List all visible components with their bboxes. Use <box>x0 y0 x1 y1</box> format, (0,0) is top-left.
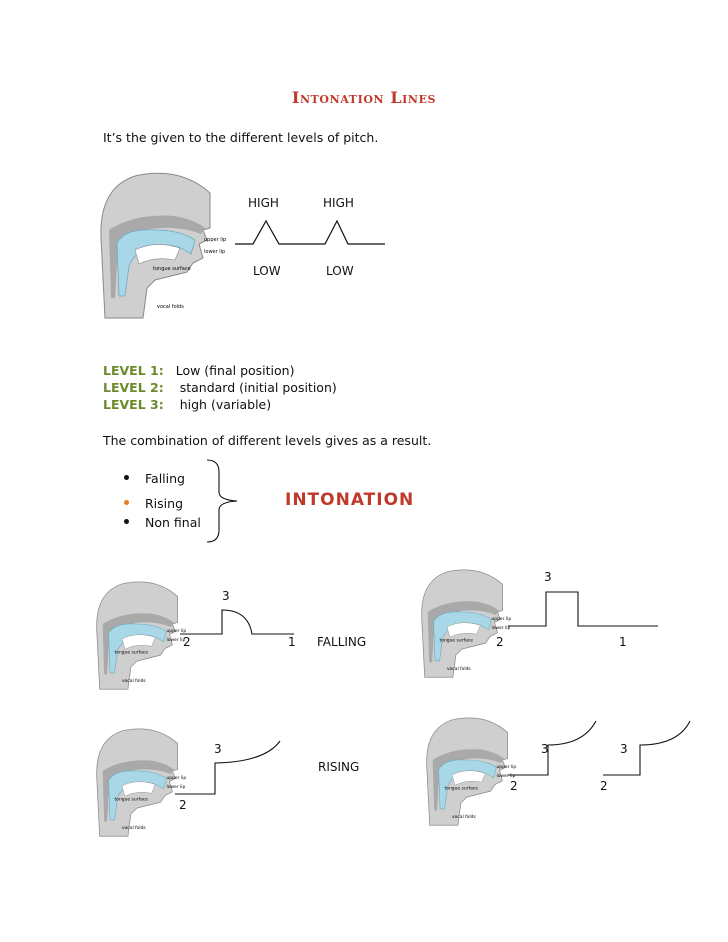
falling-label: FALLING <box>317 635 367 649</box>
rising-right-level-2b: 2 <box>600 779 608 793</box>
tongue-surface-label: tongue surface <box>114 650 148 656</box>
high-low-pitch-line <box>235 215 395 255</box>
level-2-row <box>103 380 337 395</box>
bullet-rising <box>124 496 183 511</box>
upper-lip-label: upper lip <box>166 629 187 635</box>
level-3-key: LEVEL 3: <box>103 397 164 412</box>
tongue-surface-label: tongue surface <box>114 797 148 803</box>
head-silhouette <box>101 173 210 318</box>
intro-text: It’s the given to the different levels of pitch. <box>103 130 379 145</box>
bullet-non-final <box>124 515 201 530</box>
rising-right-level-3a: 3 <box>541 742 549 756</box>
low-label-1: LOW <box>253 264 281 278</box>
page-title: Intonation Lines <box>291 88 437 107</box>
upper-lip-label: upper lip <box>204 237 227 243</box>
rising-right-level-3b: 3 <box>620 742 628 756</box>
high-label-2: HIGH <box>323 196 354 210</box>
falling-left-level-2: 2 <box>183 635 191 649</box>
falling-left-level-3: 3 <box>222 589 230 603</box>
curly-brace <box>203 458 243 544</box>
vocal-folds-label: vocal folds <box>157 304 184 310</box>
level-3-row <box>103 397 271 412</box>
lower-lip-label: lower lip <box>204 249 226 255</box>
upper-lip-label: upper lip <box>491 617 512 623</box>
vocal-folds-label: vocal folds <box>121 678 146 684</box>
vocal-tract-diagram-falling-left <box>88 578 193 693</box>
vocal-folds-label: vocal folds <box>121 825 146 831</box>
level-1-row <box>103 363 294 378</box>
intonation-label: INTONATION <box>285 490 415 510</box>
level-2-desc: standard (initial position) <box>179 380 337 395</box>
vocal-tract-diagram <box>95 168 225 323</box>
upper-lip-label: upper lip <box>496 765 517 771</box>
bullet-dot <box>124 500 129 505</box>
bullet-text: Non final <box>145 515 201 530</box>
bullet-dot <box>124 475 129 480</box>
rising-left-level-2: 2 <box>179 798 187 812</box>
rising-right-level-2a: 2 <box>510 779 518 793</box>
bullet-text: Rising <box>145 496 184 511</box>
level-3-desc: high (variable) <box>179 397 272 412</box>
lower-lip-label: lower lip <box>166 638 186 644</box>
falling-right-level-3: 3 <box>544 570 552 584</box>
level-2-key: LEVEL 2: <box>103 380 164 395</box>
rising-left-level-3: 3 <box>214 742 222 756</box>
bullet-text: Falling <box>145 471 185 486</box>
tongue-surface-label: tongue surface <box>444 786 478 792</box>
falling-contour-right <box>508 590 668 630</box>
falling-contour-left <box>180 600 300 640</box>
lower-lip-label: lower lip <box>496 774 516 780</box>
level-1-desc: Low (final position) <box>175 363 295 378</box>
rising-label: RISING <box>318 760 360 774</box>
combination-text: The combination of different levels gives as a result. <box>103 433 432 448</box>
lower-lip-label: lower lip <box>166 785 186 791</box>
low-label-2: LOW <box>326 264 354 278</box>
falling-right-level-2: 2 <box>496 635 504 649</box>
high-label-1: HIGH <box>248 196 279 210</box>
lower-lip-label: lower lip <box>491 626 511 632</box>
vocal-folds-label: vocal folds <box>446 666 471 672</box>
upper-lip-label: upper lip <box>166 776 187 782</box>
rising-contour-left <box>175 738 295 800</box>
rising-contour-right <box>508 718 698 780</box>
falling-right-level-1: 1 <box>619 635 627 649</box>
level-1-key: LEVEL 1: <box>103 363 164 378</box>
tongue-surface-label: tongue surface <box>439 638 473 644</box>
tongue-surface-label: tongue surface <box>153 266 191 272</box>
bullet-falling <box>124 471 185 486</box>
vocal-tract-diagram-falling-right <box>413 566 518 681</box>
bullet-dot <box>124 519 129 524</box>
falling-left-level-1: 1 <box>288 635 296 649</box>
vocal-folds-label: vocal folds <box>451 814 476 820</box>
